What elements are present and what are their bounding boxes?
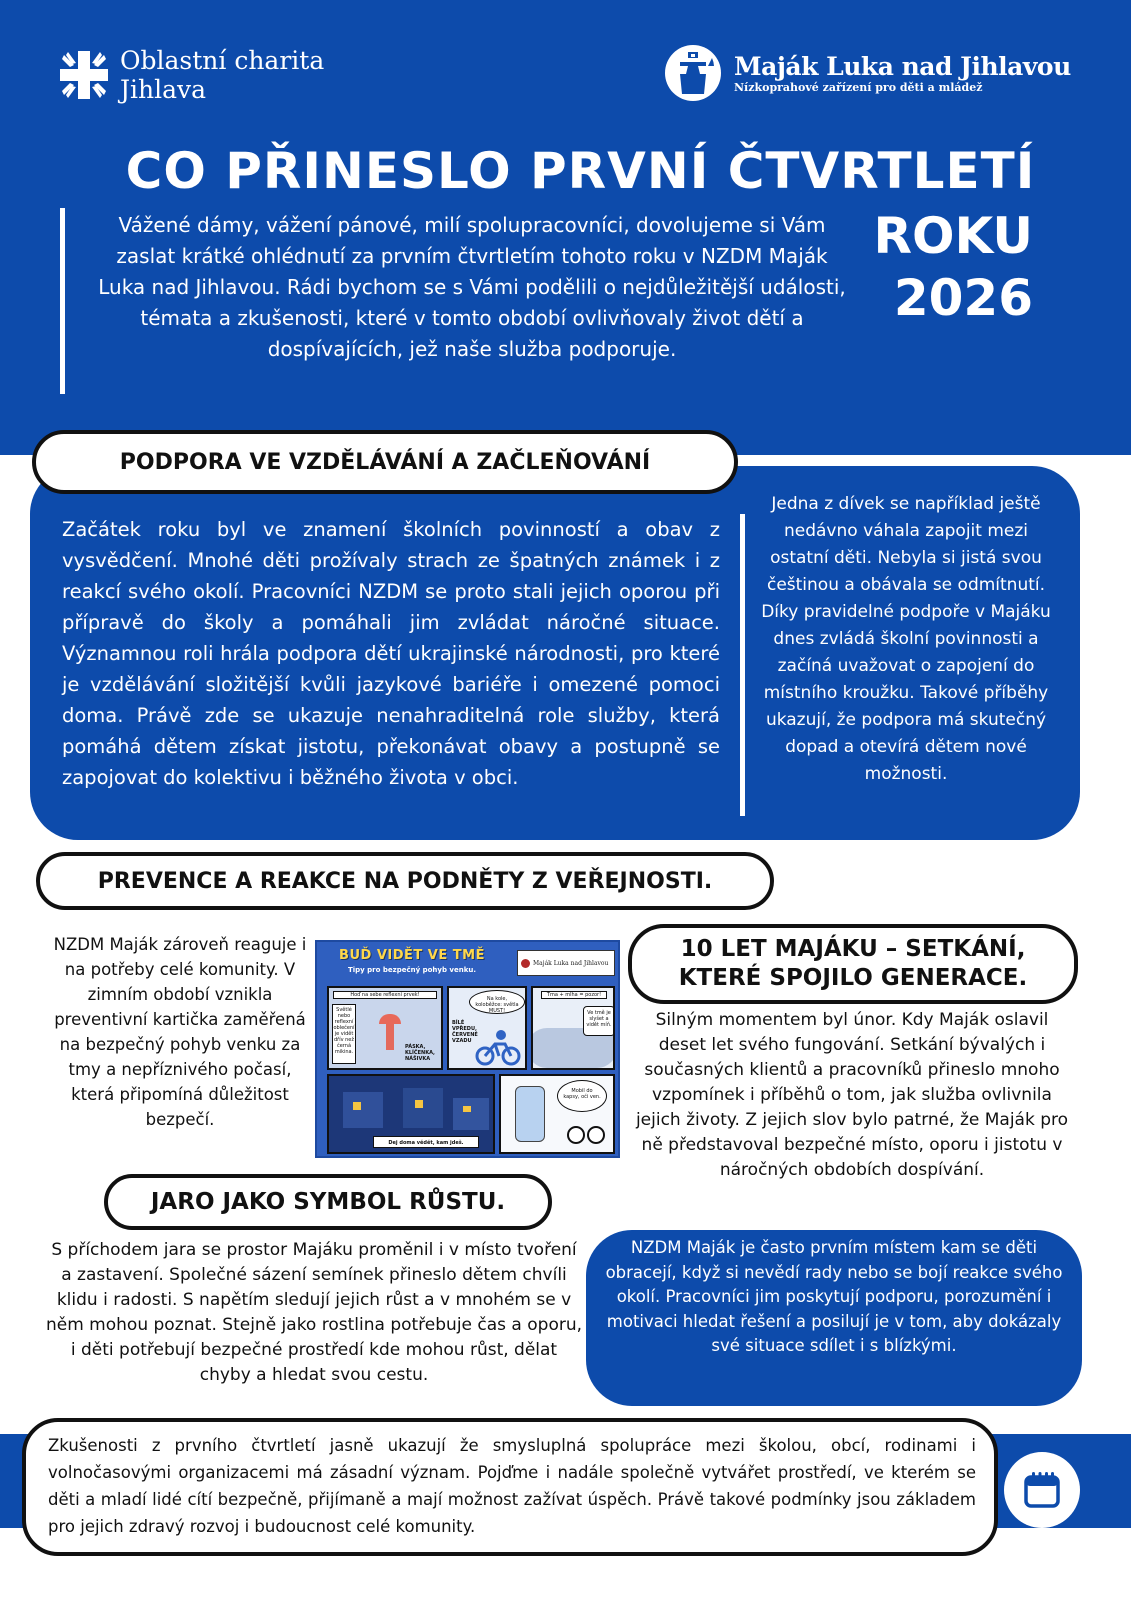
prevention-card-image <box>315 940 620 1158</box>
card-subtitle: Tipy pro bezpečný pohyb venku. <box>347 966 477 974</box>
window-light <box>415 1100 423 1108</box>
card-panel-night <box>327 1074 495 1154</box>
card-panel-reflective <box>327 986 443 1070</box>
card-panel4-caption: Dej doma vědět, kam jdeš. <box>373 1136 479 1148</box>
house-icon <box>453 1098 489 1130</box>
education-body: Začátek roku byl ve znamení školních povinností a obav z vysvědčení. Mnohé děti prožívaly strach ze špatných známek i z reakcí svého okolí. Pracovníci NZDM se proto stali jejich oporou při přípravě do školy a pomáhali jim zvládat náročné situace. Významnou roli hrála podpora dětí ukrajinské národnosti, pro které je vzdělávání složitější kvůli jazykové bariéře i omezené pomoci doma. Právě zde se ukazuje nenahraditelná role služby, která pomáhá dětem získat jistotu, překonávat obavy a postupně se zapojovat do kolektivu i běžného života v obci. <box>62 518 720 789</box>
oblastni-charita-logo <box>56 46 324 104</box>
anniversary-body: Silným momentem byl únor. Kdy Maják oslavil deset let svého fungování. Setkání bývalých i současných klientů a pracovníků přineslo mnoho vzpomínek i příběhů o tom, jak služba ovlivnila jejich životy. Z jejich slov bylo patrné, že Maják pro ně představoval bezpečné místo, oporu i jistotu v náročných obdobích dospívání. <box>635 1010 1069 1180</box>
cyclist-icon <box>475 1030 521 1066</box>
card-panel2-label: BÍLÉ VPŘEDU, ČERVENÉ VZADU <box>452 1020 478 1044</box>
window-light <box>353 1102 361 1110</box>
org-right-name: Maják Luka nad Jihlavou <box>734 51 1071 81</box>
card-panel1-caption: Hoď na sebe reflexní prvek! <box>333 991 437 999</box>
card-panel3-bubble: Ve tmě je slyšet a vidět míň. <box>586 1010 612 1028</box>
spring-heading: JARO JAKO SYMBOL RŮSTU. <box>104 1174 552 1230</box>
eye-icon <box>567 1126 585 1144</box>
eye-icon <box>587 1126 605 1144</box>
card-logo <box>517 950 615 976</box>
anniversary-heading-line1: 10 LET MAJÁKU – SETKÁNÍ, <box>680 936 1026 962</box>
org-left-line1: Oblastní charita <box>120 46 325 75</box>
prevention-body: NZDM Maják zároveň reaguje i na potřeby celé komunity. V zimním období vznikla preventivní kartička zaměřená na bezpečný pohyb venku za tmy a nepříznivého počasí, která připomíná důležitost bezpečí. <box>53 935 307 1129</box>
org-left-line2: Jihlava <box>120 75 207 104</box>
org-right-subtitle: Nízkoprahové zařízení pro děti a mládež <box>734 80 983 94</box>
house-icon <box>403 1088 443 1128</box>
card-title: BUĎ VIDĚT VE TMĚ <box>339 948 485 963</box>
education-divider <box>740 514 745 816</box>
card-panel1-label: PÁSKA, KLÍČENKA, NÁŠIVKA <box>405 1044 435 1062</box>
card-panel-phone <box>499 1074 615 1154</box>
page-title-2026: 2026 <box>893 269 1033 327</box>
card-panel3-caption: Tma + mlha = pozor! <box>541 991 607 999</box>
page-title-roku: ROKU <box>873 207 1033 265</box>
phone-icon <box>515 1086 545 1142</box>
intro-paragraph: Vážené dámy, vážení pánové, milí spolupracovníci, dovolujeme si Vám zaslat krátké ohlédnutí za prvním čtvrtletím tohoto roku v NZDM Maják Luka nad Jihlavou. Rádi bychom se s Vámi podělili o nejdůležitější události, témata a zkušenosti, které v tomto období ovlivňovaly život dětí a dospívajících, jež naše služba podporuje. <box>98 213 846 361</box>
card-panel-bike <box>447 986 527 1070</box>
card-panel2-bubble: Na kole, koloběžce: světla MUST! <box>475 996 519 1014</box>
education-heading: PODPORA VE VZDĚLÁVÁNÍ A ZAČLEŇOVÁNÍ <box>32 430 738 494</box>
card-logo-text: Maják Luka nad Jihlavou <box>533 959 609 967</box>
intro-accent-bar <box>60 208 65 394</box>
card-panel1-side: Světlé nebo reflexní oblečení je vidět dřív než černá mikina. <box>332 1004 356 1064</box>
org-left-name <box>120 46 324 104</box>
calendar-icon <box>1022 1470 1062 1510</box>
umbrella-icon <box>379 1014 401 1024</box>
prevention-heading: PREVENCE A REAKCE NA PODNĚTY Z VEŘEJNOSTI. <box>36 852 774 910</box>
card-panel5-bubble: Mobil do kapsy, oči ven. <box>563 1088 601 1100</box>
caritas-cross-icon <box>56 47 112 103</box>
person-icon <box>386 1024 394 1050</box>
calendar-badge <box>1004 1452 1080 1528</box>
lighthouse-badge-icon <box>664 44 722 102</box>
education-story: Jedna z dívek se například ještě nedávno váhala zapojit mezi ostatní děti. Nebyla si jistá svou češtinou a obávala se odmítnutí. Díky pravidelné podpoře v Majáku dnes zvládá školní povinnosti a začíná uvažovat o zapojení do místního kroužku. Takové příběhy ukazují, že podpora má skutečný dopad a otevírá dětem nové možnosti. <box>761 494 1051 784</box>
page-title: CO PŘINESLO PRVNÍ ČTVRTLETÍ <box>125 142 1036 200</box>
help-body: NZDM Maják je často prvním místem kam se děti obracejí, když si nevědí rady nebo se bojí reakce svého okolí. Pracovníci jim poskytují podporu, porozumění i motivaci hledat řešení a posilují je v tom, aby dokázaly své situace sdílet i s blízkými. <box>605 1238 1063 1355</box>
house-icon <box>343 1092 383 1128</box>
spring-body: S příchodem jara se prostor Majáku proměnil i v místo tvoření a zastavení. Společné sázení semínek přineslo dětem chvíli klidu i radosti. S napětím sledují jejich růst a v mnohém se v něm mohou poznat. Stejně jako rostlina potřebuje čas a oporu, i děti potřebují bezpečné prostředí kde mohou růst, dělat chyby a hledat svou cestu. <box>45 1240 583 1385</box>
card-logo-icon <box>521 959 530 968</box>
footer-body: Zkušenosti z prvního čtvrtletí jasně ukazují že smysluplná spolupráce mezi školou, obcí, rodinami i volnočasovými organizacemi má zásadní význam. Pojďme i nadále společně vytvářet prostředí, ve kterém se děti a mladí lidé cítí bezpečně, přijímaně a mají možnost zažívat úspěch. Právě takové podmínky jsou základem pro jejich zdravý rozvoj i budoucnost celé komunity. <box>48 1436 976 1536</box>
page-title-year <box>874 205 1033 329</box>
anniversary-heading <box>628 924 1078 1004</box>
anniversary-heading-line2: KTERÉ SPOJILO GENERACE. <box>678 965 1028 991</box>
majak-logo <box>664 44 1071 102</box>
card-panel-fog <box>531 986 615 1070</box>
window-light <box>463 1106 471 1112</box>
